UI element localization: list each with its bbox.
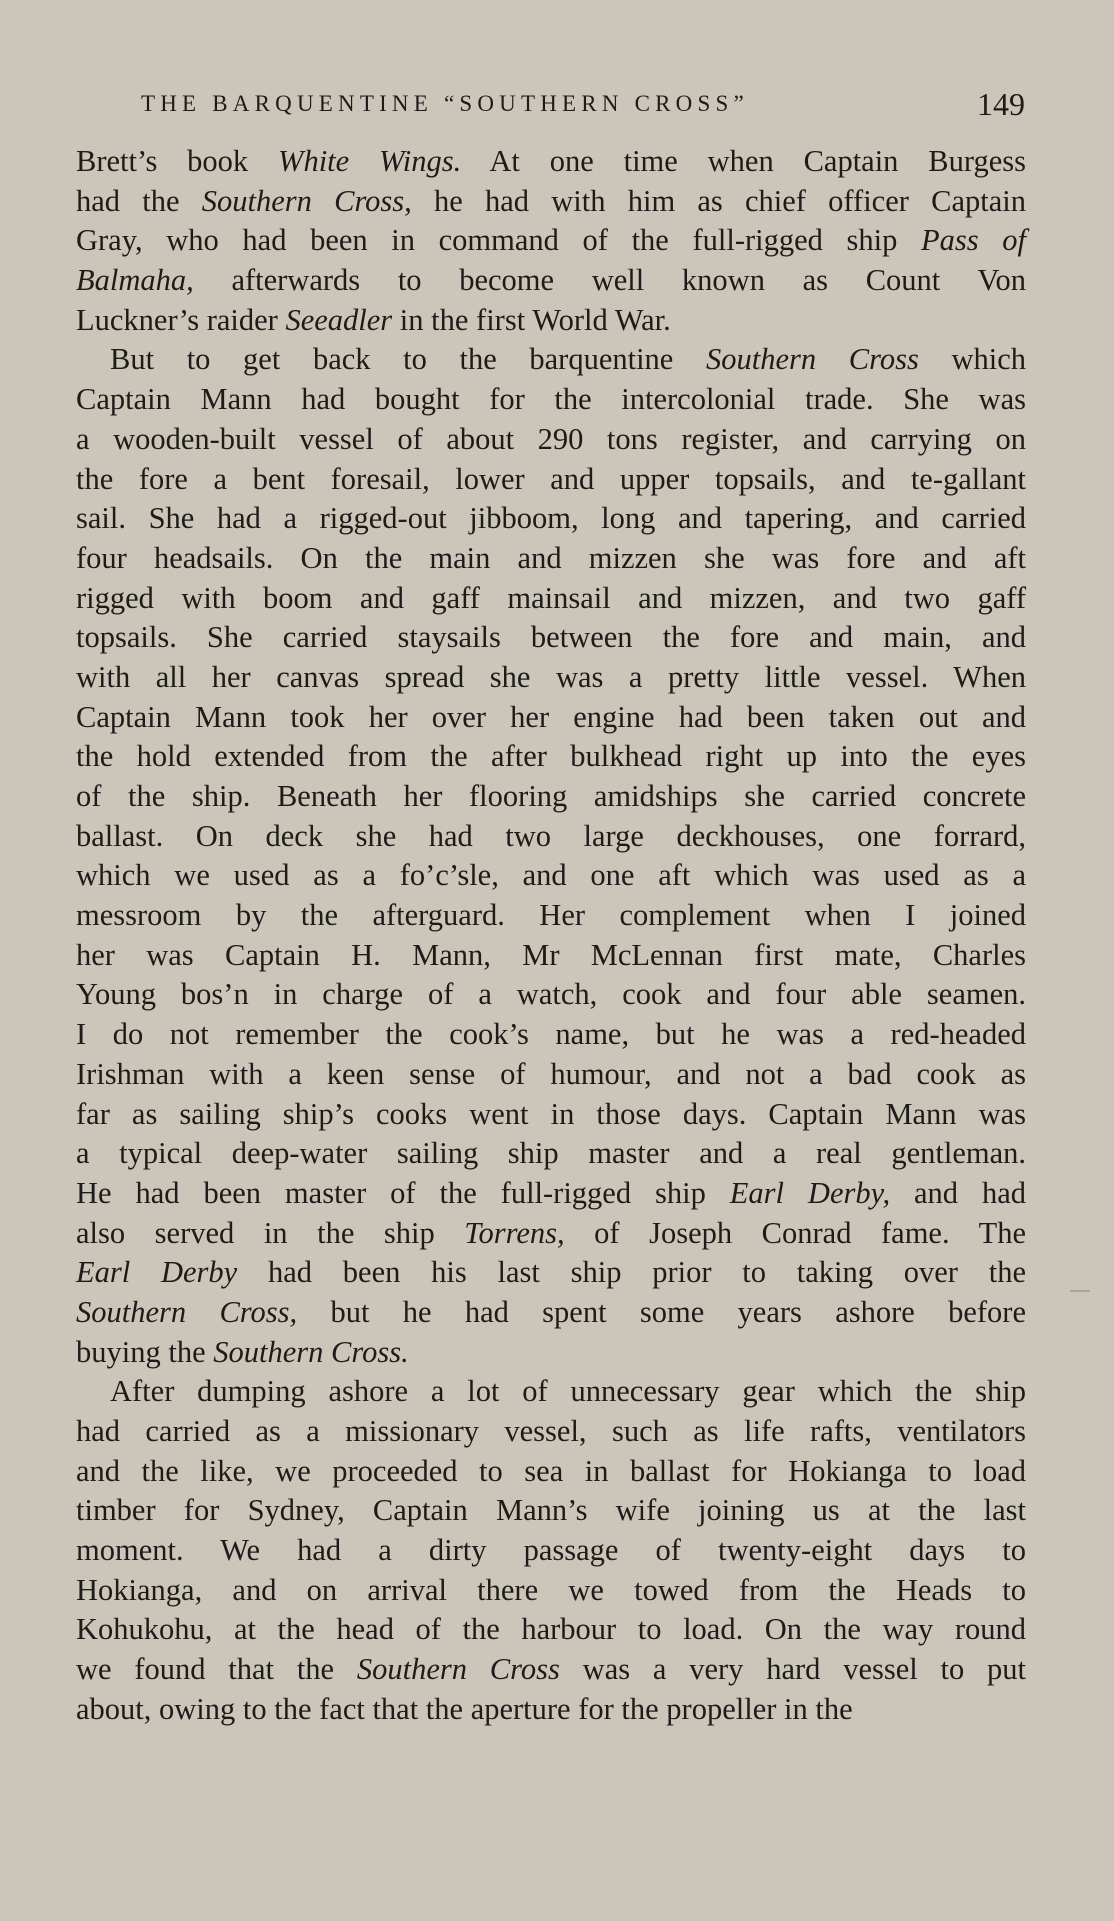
text-run: in the first World War. [392, 302, 671, 337]
italic-text: Balmaha, [76, 263, 194, 298]
text-line [76, 777, 1026, 817]
text-line [76, 1650, 1026, 1690]
paragraph [76, 142, 1026, 340]
text-run: the fore a bent foresail, lower and upper topsails, and te-gallant [76, 461, 1026, 496]
text-line [76, 975, 1026, 1015]
text-run: Captain Mann had bought for the intercolonial trade. She was [76, 382, 1026, 417]
text-run: he had with him as chief officer Captain [411, 183, 1026, 218]
text-line [76, 817, 1026, 857]
text-line [76, 936, 1026, 976]
page-number: 149 [977, 86, 1025, 122]
italic-text: Southern Cross, [201, 183, 412, 218]
margin-mark [1070, 1290, 1090, 1292]
text-run: Luckner’s raider [76, 302, 286, 337]
text-line [76, 1134, 1026, 1174]
italic-text: Earl Derby, [729, 1175, 891, 1210]
text-line [76, 499, 1026, 539]
text-run: But to get back to the barquentine [110, 342, 706, 377]
text-line [76, 737, 1026, 777]
text-run: also served in the ship [76, 1215, 465, 1250]
text-line [76, 221, 1026, 261]
text-line [76, 1372, 1026, 1412]
text-line [76, 1412, 1026, 1452]
text-run: and the like, we proceeded to sea in ballast for Hokianga to load [76, 1453, 1026, 1488]
text-run: of the ship. Beneath her flooring amidships she carried concrete [76, 779, 1026, 813]
text-line [76, 1531, 1026, 1571]
text-run: we found that the [76, 1652, 357, 1687]
text-line [76, 1055, 1026, 1095]
text-run: Young bos’n in charge of a watch, cook and four able seamen. [76, 977, 1026, 1012]
text-run: rigged with boom and gaff mainsail and mizzen, and two gaff [76, 580, 1026, 615]
text-line [76, 1253, 1026, 1293]
text-line [76, 1452, 1026, 1492]
text-line [76, 856, 1026, 896]
italic-text: Southern Cross [356, 1652, 560, 1687]
text-line [76, 1095, 1026, 1135]
text-run: topsails. She carried staysails between the fore and main, and [76, 620, 1026, 655]
text-line [76, 1174, 1026, 1214]
text-line [76, 1015, 1026, 1055]
text-run: was a very hard vessel to put [559, 1652, 1027, 1687]
text-run: about, owing to the fact that the aperture for the propeller in the [76, 1691, 853, 1726]
paragraph [76, 1372, 1026, 1729]
text-run: He had been master of the full-rigged ship [76, 1175, 730, 1210]
text-run: ballast. On deck she had two large deckhouses, one forrard, [76, 818, 1026, 853]
text-run: Hokianga, and on arrival there we towed from the Heads to [76, 1572, 1026, 1607]
text-run: At one time when Captain Burgess [461, 144, 1026, 178]
text-line [76, 340, 1026, 380]
text-run: Brett’s book [76, 144, 279, 178]
text-run: a wooden-built vessel of about 290 tons register, and carrying on [76, 421, 1026, 456]
text-run: of Joseph Conrad fame. The [564, 1215, 1027, 1250]
text-line [76, 1610, 1026, 1650]
text-run: which [918, 342, 1026, 377]
text-run: and had [890, 1175, 1027, 1210]
italic-text: Seeadler [285, 302, 393, 337]
running-head [141, 82, 1025, 126]
text-run: Gray, who had been in command of the full-rigged ship [76, 223, 922, 258]
italic-text: Torrens, [464, 1215, 565, 1250]
italic-text: Southern Cross, [76, 1294, 298, 1329]
text-line [76, 420, 1026, 460]
text-line [76, 182, 1026, 222]
text-line [76, 301, 1026, 341]
text-line [76, 261, 1026, 301]
text-run: with all her canvas spread she was a pretty little vessel. When [76, 659, 1026, 694]
text-line [76, 460, 1026, 500]
text-line [76, 1491, 1026, 1531]
text-run: four headsails. On the main and mizzen she was fore and aft [76, 540, 1026, 575]
text-run: I do not remember the cook’s name, but he was a red-headed [76, 1017, 1026, 1052]
text-line [76, 539, 1026, 579]
text-run: which we used as a fo’c’sle, and one aft which was used as a [76, 858, 1026, 893]
text-run: timber for Sydney, Captain Mann’s wife joining us at the last [76, 1493, 1026, 1528]
text-run: far as sailing ship’s cooks went in those days. Captain Mann was [76, 1096, 1026, 1131]
body-text [76, 142, 1026, 1730]
italic-text: Southern Cross. [213, 1334, 409, 1369]
text-run: Captain Mann took her over her engine had been taken out and [76, 699, 1026, 734]
text-run: Irishman with a keen sense of humour, and not a bad cook as [76, 1056, 1026, 1091]
text-line [76, 1690, 1026, 1730]
italic-text: Earl Derby [76, 1255, 238, 1290]
text-run: but he had spent some years ashore before [297, 1294, 1026, 1329]
text-line [76, 1333, 1026, 1373]
text-run: had been his last ship prior to taking over the [237, 1255, 1026, 1290]
text-line [76, 658, 1026, 698]
text-line [76, 618, 1026, 658]
italic-text: Southern Cross [705, 342, 919, 377]
text-run: the hold extended from the after bulkhead right up into the eyes [76, 739, 1026, 774]
text-run: buying the [76, 1334, 214, 1369]
text-line [76, 896, 1026, 936]
italic-text: Pass of [921, 223, 1026, 258]
running-title: THE BARQUENTINE “SOUTHERN CROSS” [141, 91, 749, 116]
text-run: had carried as a missionary vessel, such as life rafts, ventilators [76, 1414, 1026, 1448]
text-line [76, 380, 1026, 420]
paragraph [76, 340, 1026, 1372]
text-line [76, 1214, 1026, 1254]
text-run: Kohukohu, at the head of the harbour to load. On the way round [76, 1612, 1026, 1647]
italic-text: White Wings. [278, 144, 462, 178]
text-line [76, 1293, 1026, 1333]
text-run: her was Captain H. Mann, Mr McLennan first mate, Charles [76, 937, 1026, 972]
text-run: moment. We had a dirty passage of twenty-eight days to [76, 1533, 1026, 1568]
text-line [76, 579, 1026, 619]
text-run: messroom by the afterguard. Her complement when I joined [76, 898, 1026, 933]
text-line [76, 142, 1026, 182]
text-run: a typical deep-water sailing ship master and a real gentleman. [76, 1136, 1026, 1171]
text-run: After dumping ashore a lot of unnecessary gear which the ship [110, 1374, 1026, 1409]
text-line [76, 1571, 1026, 1611]
text-run: sail. She had a rigged-out jibboom, long and tapering, and carried [76, 501, 1026, 536]
text-line [76, 698, 1026, 738]
text-run: afterwards to become well known as Count Von [193, 263, 1026, 298]
text-run: had the [76, 183, 202, 218]
